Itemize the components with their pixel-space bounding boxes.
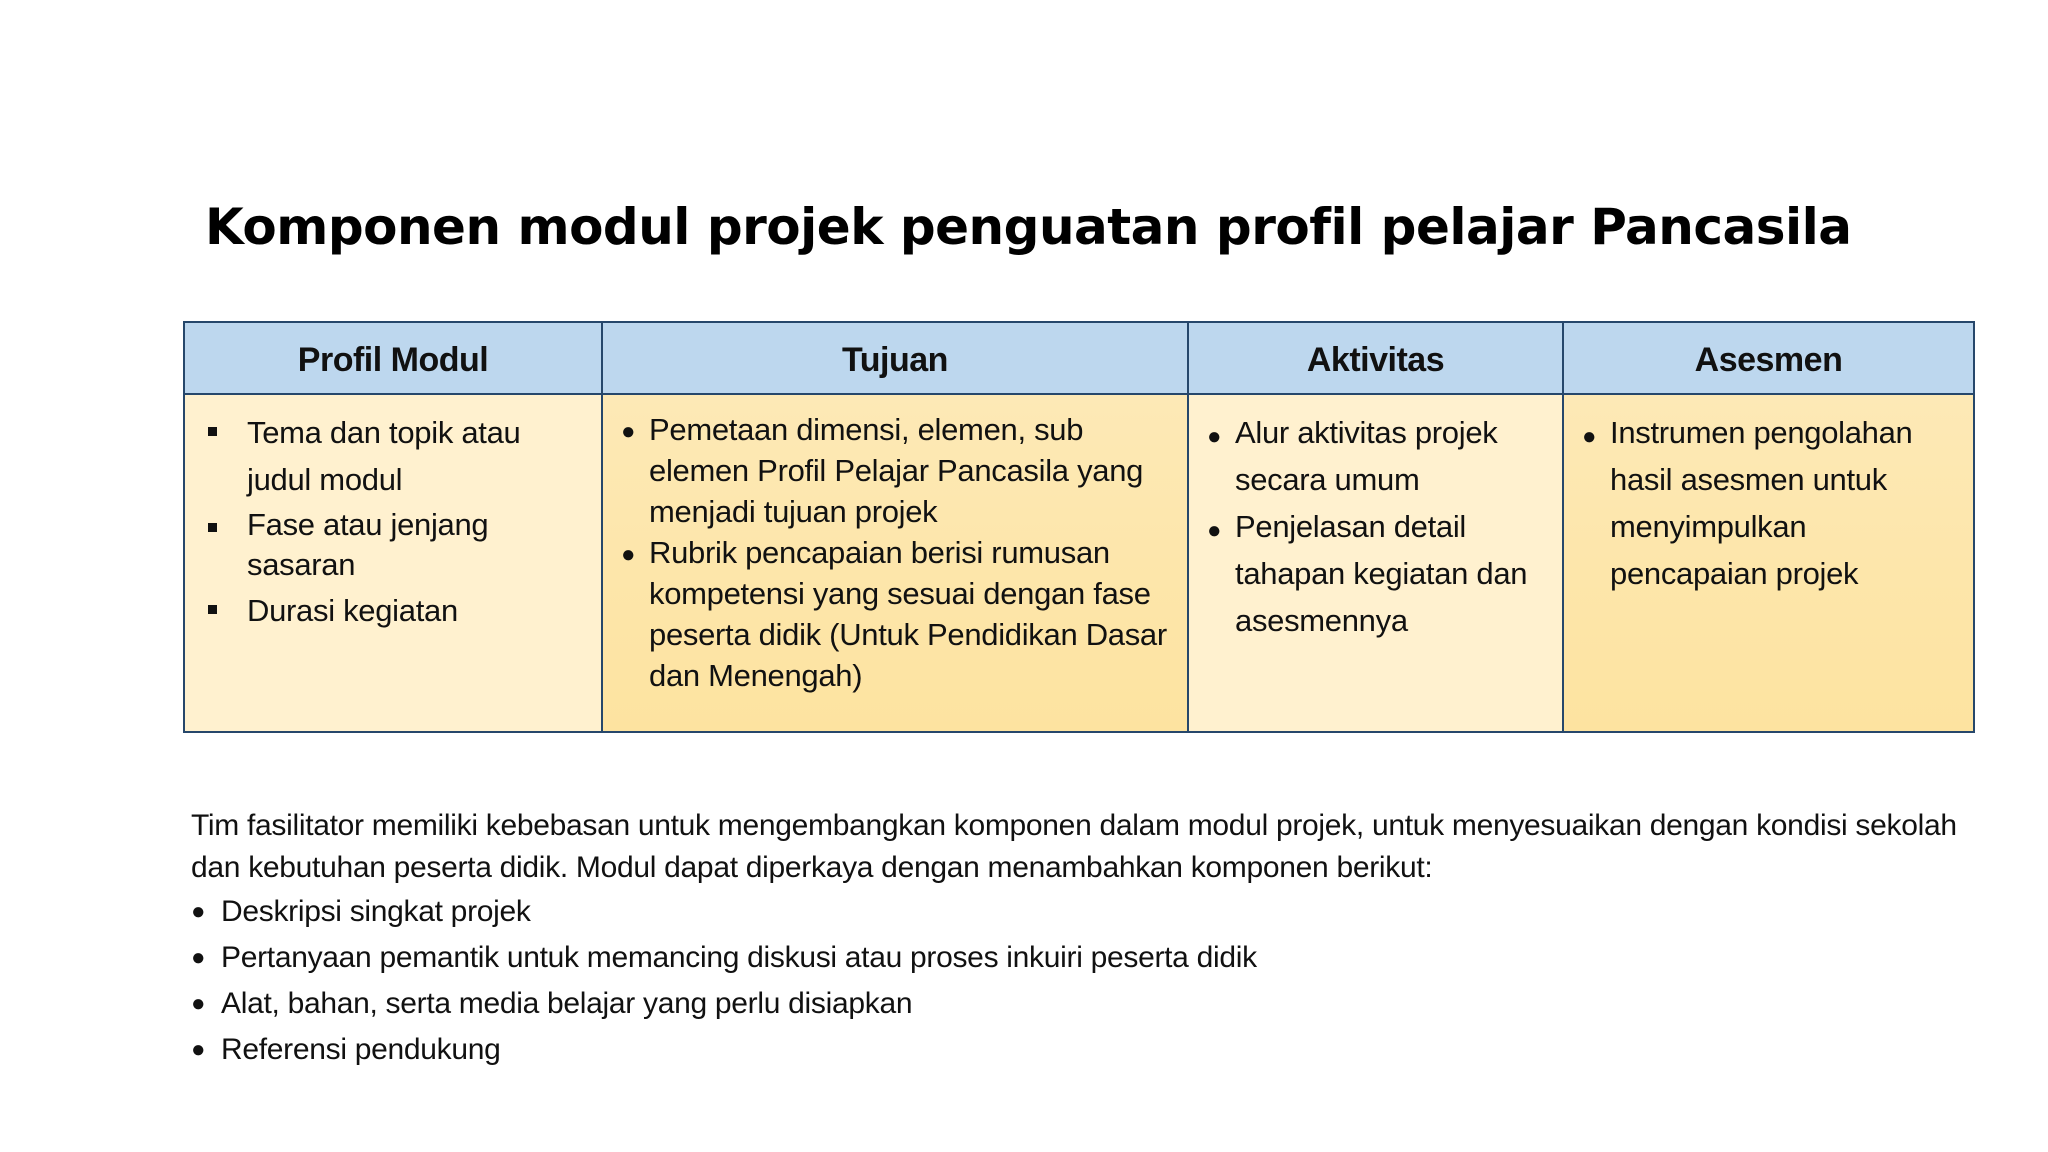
list-item: ● Penjelasan detail tahapan kegiatan dan asesmennya <box>1207 503 1552 644</box>
list-item: Tema dan topik atau judul modul <box>203 409 591 503</box>
cell-aktivitas <box>1188 394 1563 732</box>
cell-profil-modul <box>184 394 602 732</box>
cell-asesmen <box>1563 394 1974 732</box>
table-row <box>184 394 1974 732</box>
list-item: ● Pertanyaan pemantik untuk memancing diskusi atau proses inkuiri peserta didik <box>191 935 1991 981</box>
list-item: ● Deskripsi singkat projek <box>191 889 1991 935</box>
list-item: Durasi kegiatan <box>203 587 591 634</box>
table-header-row <box>184 322 1974 394</box>
list-item: Fase atau jenjang sasaran <box>203 505 591 585</box>
component-table <box>183 321 1975 733</box>
header-aktivitas: Aktivitas <box>1188 322 1563 394</box>
list-item: ● Referensi pendukung <box>191 1027 1991 1073</box>
note-section <box>191 805 1991 1073</box>
cell-tujuan <box>602 394 1188 732</box>
list-item: ● Rubrik pencapaian berisi rumusan kompetensi yang sesuai dengan fase peserta didik (Untuk Pendidikan Dasar dan Menengah) <box>621 532 1177 696</box>
header-asesmen: Asesmen <box>1563 322 1974 394</box>
header-profil-modul: Profil Modul <box>184 322 602 394</box>
slide-title: Komponen modul projek penguatan profil pelajar Pancasila <box>205 198 1852 256</box>
list-item: ● Instrumen pengolahan hasil asesmen untuk menyimpulkan pencapaian projek <box>1582 409 1963 597</box>
list-item: ● Alur aktivitas projek secara umum <box>1207 409 1552 503</box>
list-item: ● Alat, bahan, serta media belajar yang perlu disiapkan <box>191 981 1991 1027</box>
header-tujuan: Tujuan <box>602 322 1188 394</box>
note-intro: Tim fasilitator memiliki kebebasan untuk mengembangkan komponen dalam modul projek, untuk menyesuaikan dengan kondisi sekolah dan kebutuhan peserta didik. Modul dapat diperkaya dengan menambahkan komponen berikut: <box>191 809 1957 884</box>
asesmen-list <box>1582 409 1963 597</box>
note-list <box>191 889 1991 1073</box>
tujuan-list <box>621 409 1177 696</box>
list-item: ● Pemetaan dimensi, elemen, sub elemen Profil Pelajar Pancasila yang menjadi tujuan projek <box>621 409 1177 532</box>
profil-modul-list <box>203 409 591 634</box>
aktivitas-list <box>1207 409 1552 644</box>
